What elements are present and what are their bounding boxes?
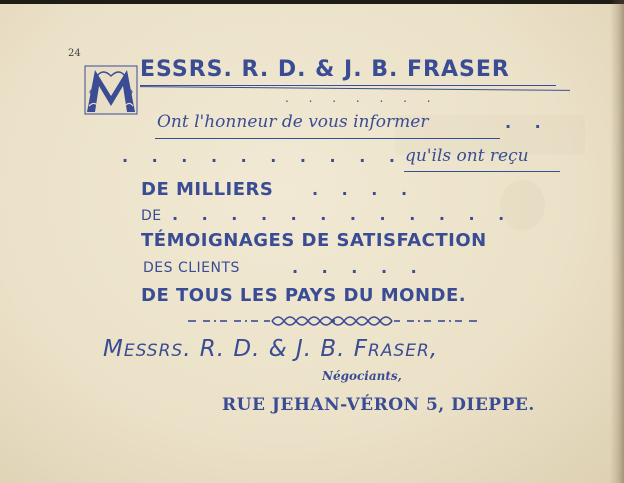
- leader-dots-body2: . . . . . . . . . . . .: [172, 205, 514, 224]
- footer-name-essrs: ESSRS: [123, 341, 184, 361]
- heading-dots: . . . . . . .: [285, 91, 439, 105]
- body-line-5: DE TOUS LES PAYS DU MONDE.: [141, 285, 467, 306]
- occupation: Négociants,: [322, 369, 402, 383]
- leader-dots-line2: . . . . . . . . . .: [122, 147, 404, 166]
- body-line-4: DES CLIENTS: [143, 260, 240, 276]
- leader-dots-body4: . . . . .: [292, 258, 426, 277]
- leader-dots-body1: . . . .: [312, 180, 417, 199]
- footer-name-end: ,: [429, 336, 439, 362]
- body-line-1: DE MILLIERS: [141, 179, 274, 200]
- intro-line-2: qu'ils ont reçu: [405, 146, 529, 166]
- scan-edge: [0, 0, 624, 4]
- body-line-3: TÉMOIGNAGES DE SATISFACTION: [141, 230, 487, 251]
- footer-name-raser: RASER: [368, 341, 430, 361]
- intro-line-1: Ont l'honneur de vous informer: [157, 112, 429, 132]
- intro-line2-underline: [404, 171, 560, 172]
- footer-name-m: M: [103, 336, 124, 362]
- decorated-initial-m-icon: [83, 62, 139, 118]
- address: RUE JEHAN-VÉRON 5, DIEPPE.: [222, 395, 535, 415]
- footer-name-rest: . R. D. & J. B. F: [183, 336, 369, 362]
- body-line-2: DE: [141, 208, 162, 224]
- leader-dots-intro: . .: [505, 113, 550, 132]
- decorated-initial: [83, 62, 139, 118]
- ornament-divider-icon: [188, 311, 478, 331]
- heading-text: ESSRS. R. D. & J. B. FRASER: [140, 57, 510, 82]
- page-spine-shadow: [610, 0, 624, 483]
- main-heading: [140, 57, 510, 82]
- footer-firm-name: [103, 336, 438, 362]
- intro-underline: [155, 138, 500, 139]
- page-number: 24: [68, 48, 81, 59]
